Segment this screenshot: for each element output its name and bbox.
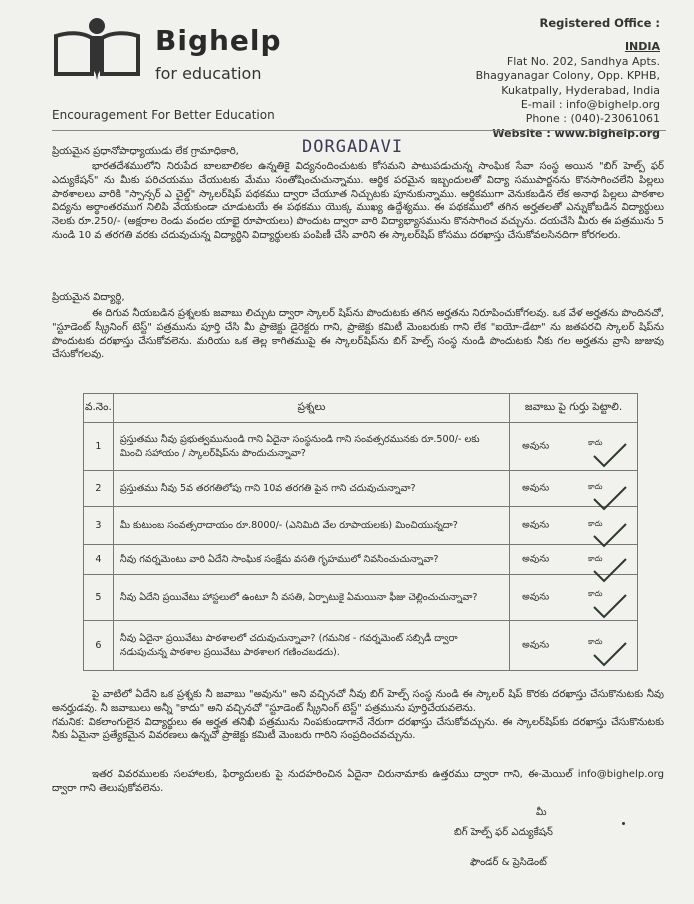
no-label: కాదు [588,589,603,599]
office-label: Registered Office : [539,16,660,30]
row-answer-cell [510,471,638,507]
row-number: 1 [84,423,114,471]
ink-dot [622,822,625,825]
salutation-student: ప్రియమైన విద్యార్థి, [52,292,125,303]
office-phone: Phone : (040)-23061061 [525,112,660,126]
handwritten-name: DORGADAVI [302,137,404,157]
conditions-paragraph [52,688,664,743]
checkmark-icon [592,641,628,670]
table-row [84,423,638,471]
yes-label: అవును [522,482,550,493]
row-question: నీవు గవర్నమెంటు వారి ఏదేని సాంఘిక సంక్షేమ వసతి గృహములో నివసించుచున్నావా? [113,545,509,575]
table-row [84,471,638,507]
office-line-2: Bhagyanagar Colony, Opp. KPHB, [475,69,660,83]
bighelp-logo-icon [52,14,142,84]
row-number: 6 [84,621,114,671]
row-number: 5 [84,575,114,621]
no-label: కాదు [588,636,603,646]
row-number: 3 [84,507,114,545]
conditions-text: పై వాటిలో ఏదేని ఒక ప్రశ్నకు నీ జవాబు "అవును" అని వచ్చినచో నీవు బిగ్ హెల్ప్ సంస్థ నుండి ఈ స్కాలర్ షిప్ కొరకు దరఖాస్తు చేసుకొనుటకు నీవు అనర్హుడవు. నీ జవాబులు అన్నీ "కాదు" అని వచ్చినచో "స్టూడెంట్ స్క్రీనింగ్ టెస్ట్" పత్రమును పూర్తిచేయవలెను. [52,689,664,714]
yes-label: అవును [522,591,550,602]
table-header-row [84,394,638,423]
signature-title: ఫౌండర్ & ప్రెసిడెంట్ [470,857,547,868]
signature-yours: మీ [536,807,547,818]
student-paragraph: ఈ దిగువ నీయబడిన ప్రశ్నలకు జవాబు లిచ్చుట ద్వారా స్కాలర్ షిప్‌ను పొందుటకు తగిన అర్హతను నిరూపించుకోగలవు. ఒక వేళ అర్హతను పొందినచో, "స్టూడెంట్ స్క్రీనింగ్ టెస్ట్" పత్రమును పూర్తి చేసి మీ ప్రాజెక్టు డైరెక్టరు గాని, ప్రాజెక్టు కమిటీ మెంబరుకు గాని లేక "ఐయో-డేటా" ను జతపరచి స్కాలర్ షిప్‌ను పొందుటకు దరఖాస్తు చేసుకోవలెను. మరియు ఒక తెల్ల కాగితముపై ఈ స్కాలర్‌షిప్‌ను బిగ్ హెల్ప్ సంస్థ నుండి పొందుటకు నీకు గల అర్హతను వ్రాసి జుజువు చేసుకోగలవు. [52,308,664,361]
row-question: ప్రస్తుతము నీవు 5వ తరగతిలోపు గాని 10వ తరగతి పైన గాని చదువుచున్నావా? [113,471,509,507]
signature-org: బిగ్ హెల్ప్ ఫర్ ఎద్యుకేషన్ [454,827,553,838]
row-question: నీవు ఏదైనా ప్రయివేటు పాఠశాలలో చదువుచున్నావా? (గమనిక - గవర్నమెంట్ సబ్సిడీ ద్వారా నడుపుచున్న పాఠశాల ప్రయివేటు పాఠశాలగ గణించబడదు). [113,621,509,671]
intro-paragraph: భారతదేశములోని నిరుపేద బాలబాలికల ఉన్నతికై విద్యనందించుటకు కోసమని పాటుపడుచున్న సాంఘిక సేవా సంస్థ అయిన "బిగ్ హెల్ప్ ఫర్ ఎద్యుకేషన్" ను మీకు పరిచయము చేయుటకు మేము సంతోషించుచున్నాము. ఆర్థిక పరమైన ఇబ్బందులతో విద్యా సముపార్జనను కొనసాగించలేని పిల్లలు పాఠశాలలు వారికి "స్పాన్సర్ ఎ చైల్డ్" స్కాలర్‌షిప్ పథకము ద్వారా చేయూత నిచ్చుటకు పూనుకున్నాము. ఆర్థికముగా వెనుకబడిన లేక అనాథ పిల్లలు పాఠశాల విద్యను అర్థాంతరముగ నిలిపి వేయకుండా చూడుటయే ఈ పథకము యొక్క ముఖ్య ఉద్దేశ్యము. ఈ పథకములో తగిన అర్హతలతో ఎన్నుకోబడిన విద్యార్థులు నెలకు రూ.250/- (అక్షరాల రెండు వందల యాభై రూపాయలు) పొందుట ద్వారా వారి విద్యాభ్యాసమును కొనసాగించ వచ్చును. దయచేసి మీరు ఈ పత్రమును 5 నుండి 10 వ తరగతి వరకు చదువుచున్న విద్యార్థిని విద్యార్థులకు పంపిణీ చేసి వారిని ఈ స్కాలర్‌షిప్ కోసము దరఖాస్తు చేసుకోవలసినదిగా కోరగలరు. [52,161,664,241]
no-label: కాదు [588,554,603,564]
row-number: 2 [84,471,114,507]
note-text: గమనిక: వికలాంగులైన విద్యార్థులు ఈ అర్హత తనిఖీ పత్రమును నింపకుండాగానే నేరుగా దరఖాస్తు చేసుకోవచ్చును. ఈ స్కాలర్‌షిప్‌కు దరఖాస్తు చేసుకొనుటకు నీకు ఏమైనా ప్రత్యేకమైన వివరణలు ఉన్నచో ప్రాజెక్టు కమిటీ మెంబరు గారిని సంప్రదించవచ్చును. [52,716,664,742]
registered-office-block [420,16,660,141]
yes-label: అవును [522,440,550,451]
contact-paragraph: ఇతర వివరములకు సలహాలకు, ఫిర్యాదులకు పై నుదహరించిన ఏదైనా చిరునామాకు ఉత్తరము ద్వారా గాని, ఈ-మెయిల్ info@bighelp.org ద్వారా గాని తెలుపుకోవలెను. [52,769,664,794]
office-line-1: Flat No. 202, Sandhya Apts. [506,54,660,68]
header-num: వ.నెం. [84,394,114,423]
row-number: 4 [84,545,114,575]
eligibility-table [83,393,638,671]
row-answer-cell [510,621,638,671]
tagline: Encouragement For Better Education [52,108,275,122]
salutation-headmaster: ప్రియమైన ప్రధానోపాధ్యాయుడు లేక గ్రామాధికారి, [52,146,239,157]
table-row [84,621,638,671]
no-label: కాదు [588,518,603,528]
yes-label: అవును [522,519,550,530]
office-website: Website : www.bighelp.org [492,126,660,140]
header-answer: జవాబు పై గుర్తు పెట్టాలి. [510,394,638,423]
brand-subtitle: for education [155,64,262,83]
no-label: కాదు [588,482,603,492]
row-question: ప్రస్తుతము నీవు ప్రభుత్వమునుండి గాని ఏదైనా సంస్థనుండి గాని సంవత్సరమునకు రూ.500/- లకు మించి సహాయం / స్కాలర్‌షిప్‌ను పొందుచున్నావా? [113,423,509,471]
header-divider [52,130,666,131]
brand-name: Bighelp [155,24,282,57]
table-row [84,575,638,621]
yes-label: అవును [522,553,550,564]
header-question: ప్రశ్నలు [113,394,509,423]
row-question: నీవు ఏదేని ప్రయివేటు హాస్టలులో ఉంటూ నీ వసతి, ఏర్పాటుకై ఏమయినా ఫీజు చెల్లించుచున్నావా? [113,575,509,621]
row-answer-cell [510,423,638,471]
checkmark-icon [592,442,628,471]
row-answer-cell [510,545,638,575]
row-question: మీ కుటుంబ సంవత్సరాదాయం రూ.8000/- (ఎనిమిది వేల రూపాయలకు) మించియున్నదా? [113,507,509,545]
no-label: కాదు [588,438,603,448]
table-row [84,545,638,575]
row-answer-cell [510,575,638,621]
table-row [84,507,638,545]
office-line-3: Kukatpally, Hyderabad, India [501,83,660,97]
checkmark-icon [592,593,628,622]
row-answer-cell [510,507,638,545]
office-country: INDIA [624,40,660,54]
office-email: E-mail : info@bighelp.org [520,98,660,112]
yes-label: అవును [522,639,550,650]
